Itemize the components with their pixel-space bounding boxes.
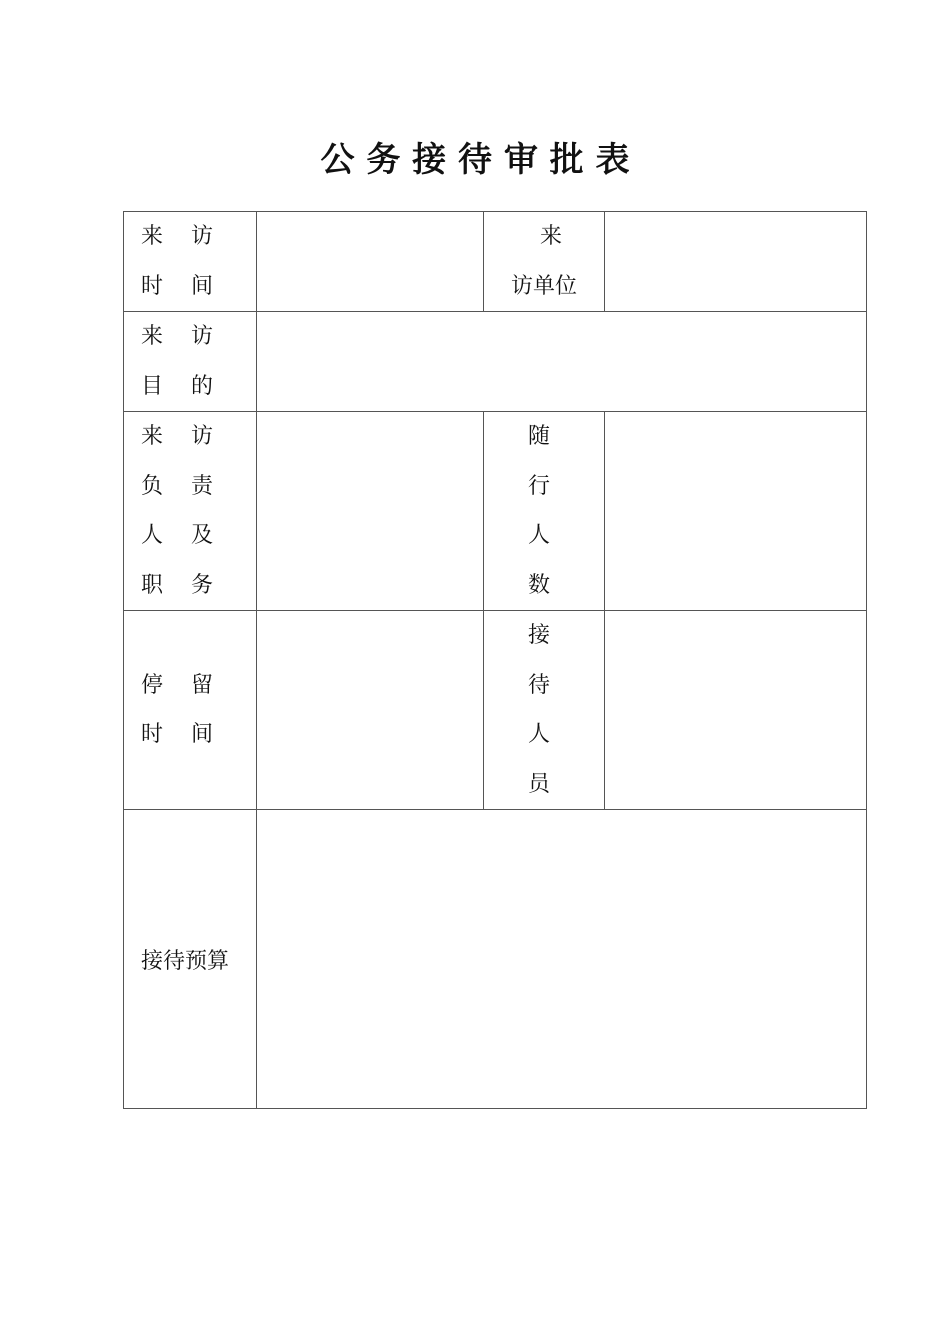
label-visit-unit: 来 访单位: [484, 212, 605, 312]
label-reception-budget: 接待预算: [124, 810, 257, 1109]
row-stay-time: [124, 611, 867, 810]
label-reception-staff: 接 待 人 员: [484, 611, 605, 810]
label-visit-time: 来 访 时 间: [124, 212, 257, 312]
field-stay-time[interactable]: [257, 611, 484, 810]
label-visit-purpose: 来 访 目 的: [124, 312, 257, 412]
field-visit-leader[interactable]: [257, 412, 484, 611]
field-reception-budget[interactable]: [257, 810, 867, 1109]
label-companion-count: 随 行 人 数: [484, 412, 605, 611]
row-visit-leader: [124, 412, 867, 611]
field-visit-purpose[interactable]: [257, 312, 867, 412]
label-stay-time: 停 留 时 间: [124, 611, 257, 810]
field-visit-unit[interactable]: [605, 212, 867, 312]
field-companion-count[interactable]: [605, 412, 867, 611]
label-visit-leader: 来 访 负 责 人 及 职 务: [124, 412, 257, 611]
row-visit-purpose: [124, 312, 867, 412]
form-title: 公 务 接 待 审 批 表: [320, 140, 630, 180]
field-reception-staff[interactable]: [605, 611, 867, 810]
row-visit-time: [124, 212, 867, 312]
reception-approval-table: [123, 211, 867, 1109]
row-reception-budget: [124, 810, 867, 1109]
field-visit-time[interactable]: [257, 212, 484, 312]
